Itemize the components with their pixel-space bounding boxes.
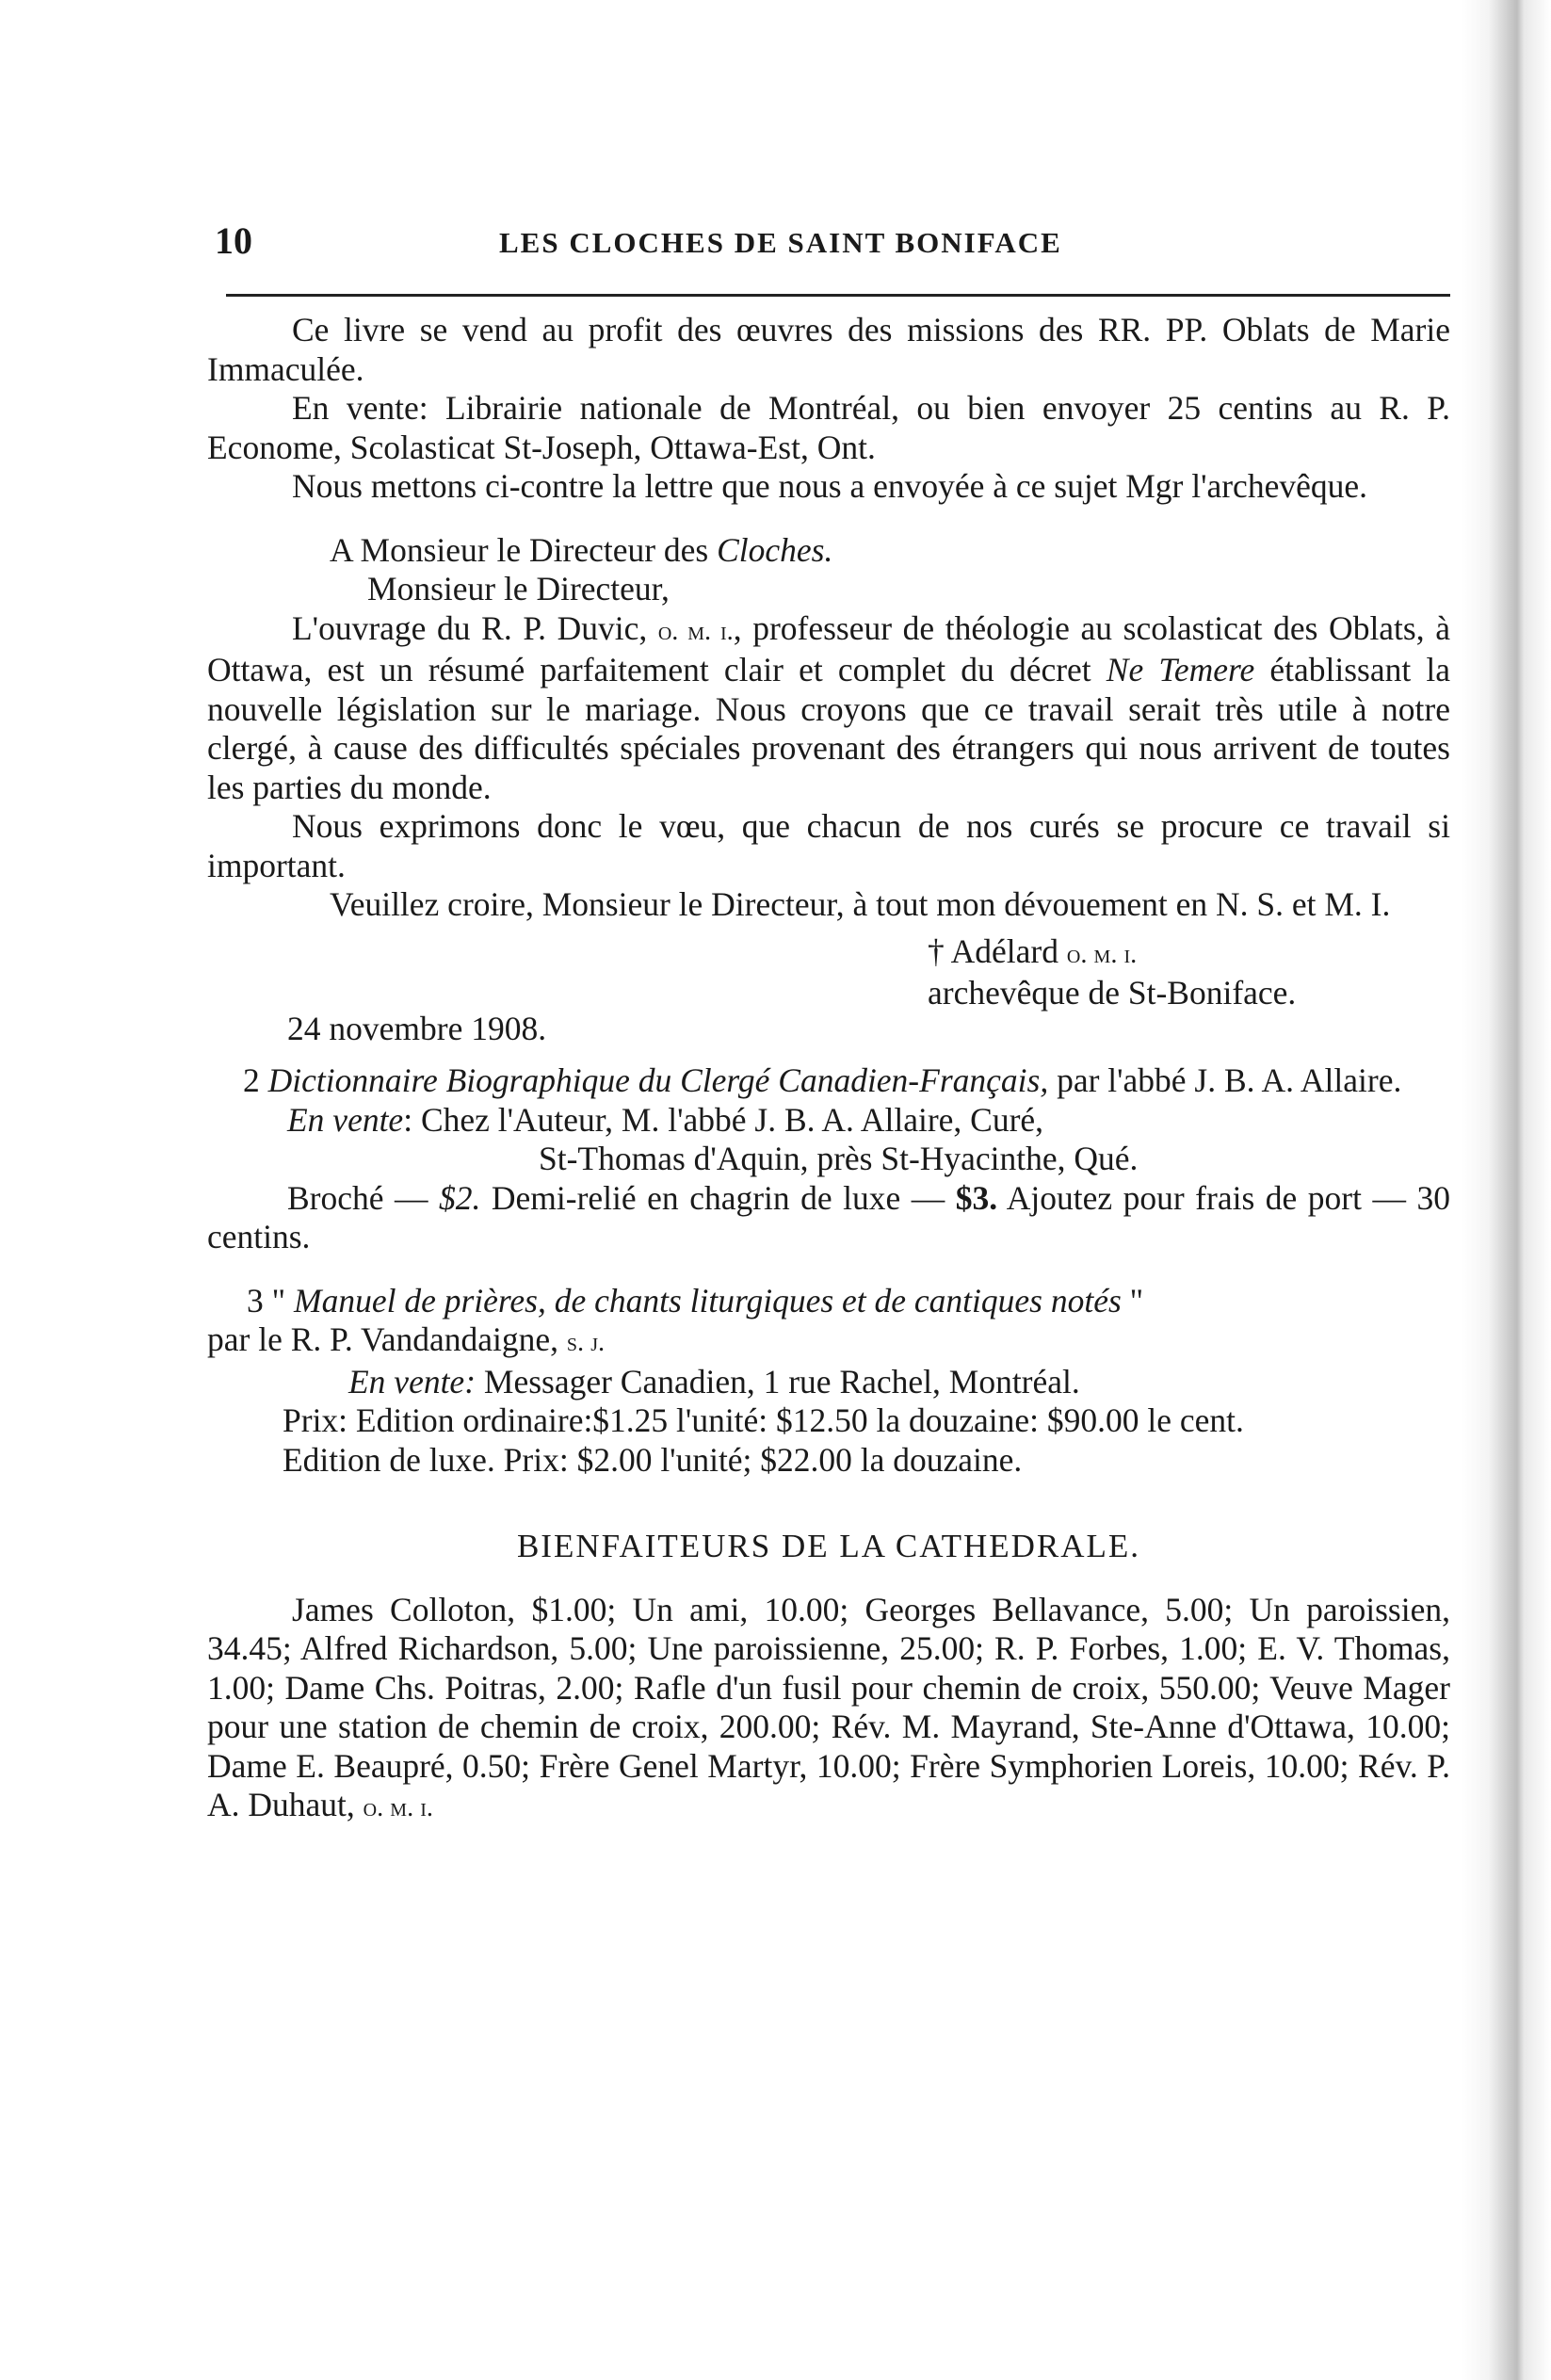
item-3-sale bbox=[207, 1363, 1450, 1402]
item-3-author-sj: s. j. bbox=[566, 1328, 606, 1357]
letter-paragraph-1 bbox=[207, 609, 1450, 808]
letter-p1-mid: , professeur de théologie au scolasticat des Oblats, à Ottawa, est un résumé parfaitement clair et complet du décret bbox=[207, 608, 1450, 688]
letter-date: 24 novembre 1908. bbox=[287, 1009, 547, 1047]
signature-omi: o. m. i. bbox=[1066, 939, 1138, 969]
item-2-number: 2 bbox=[243, 1061, 268, 1099]
letter-address-text: A Monsieur le Directeur des bbox=[330, 530, 718, 569]
item-2-price-c: Ajoutez pour frais de port — 30 centins. bbox=[207, 1178, 1450, 1255]
item-2-price-b: Demi-relié en chagrin de luxe — bbox=[480, 1178, 956, 1217]
item-2-title-rest: par l'abbé J. B. A. Allaire. bbox=[1048, 1061, 1402, 1099]
letter-paragraph-3: Veuillez croire, Monsieur le Directeur, à tout mon dévouement en N. S. et M. I. bbox=[330, 885, 1391, 923]
signature-name-text: † Adélard bbox=[928, 931, 1067, 970]
item-2-sale-line-2: St-Thomas d'Aquin, près St-Hyacinthe, Qué. bbox=[539, 1140, 1139, 1177]
item-2-title bbox=[207, 1061, 1450, 1101]
letter-p1-ne-temere: Ne Temere bbox=[1106, 651, 1255, 688]
letter-address bbox=[207, 531, 1450, 571]
intro-paragraph-3: Nous mettons ci-contre la lettre que nous a envoyée à ce sujet Mgr l'archevêque. bbox=[292, 467, 1367, 505]
item-2-sale bbox=[207, 1101, 1450, 1141]
intro-paragraph-1: Ce livre se vend au profit des œuvres des missions des RR. PP. Oblats de Marie Immaculée. bbox=[207, 311, 1450, 388]
signature-name bbox=[928, 932, 1450, 975]
item-3-sale-text: Messager Canadien, 1 rue Rachel, Montréal. bbox=[476, 1362, 1080, 1400]
running-title: LES CLOCHES DE SAINT BONIFACE bbox=[499, 226, 1062, 259]
item-3-prix-ordinaire: Prix: Edition ordinaire:$1.25 l'unité: $12.50 la douzaine: $90.00 le cent. bbox=[283, 1401, 1244, 1439]
benefactors-heading: BIENFAITEURS DE LA CATHEDRALE. bbox=[516, 1528, 1141, 1564]
item-2-sale-label: En vente bbox=[287, 1100, 404, 1139]
item-2-price bbox=[207, 1179, 1450, 1257]
benefactors-omi: o. m. i. bbox=[363, 1793, 434, 1822]
item-2-sale-text: : Chez l'Auteur, M. l'abbé J. B. A. Allaire, Curé, bbox=[403, 1100, 1044, 1139]
benefactors-text: James Colloton, $1.00; Un ami, 10.00; Georges Bellavance, 5.00; Un paroissien, 34.45; Alfred Richardson, 5.00; Une paroissienne, 25.00; R. P. Forbes, 1.00; E. V. Thomas, 1.00; Dame Chs. Poitras, 2.00; Rafle d'un fusil pour chemin de croix, 550.00; Veuve Mager pour une station de chemin de croix, 200.00; Rév. M. Mayrand, Ste-Anne d'Ottawa, 10.00; Dame E. Beaupré, 0.50; Frère Genel Martyr, 10.00; Frère Symphorien Loreis, 10.00; Rév. P. A. Duhaut, bbox=[207, 1590, 1450, 1823]
item-2-price-a: Broché — bbox=[287, 1178, 440, 1217]
item-3-sale-label: En vente: bbox=[348, 1362, 477, 1400]
letter-p1-omi: o. m. i. bbox=[657, 616, 734, 646]
page-edge-shadow bbox=[1462, 0, 1551, 2380]
letter-signature bbox=[928, 932, 1450, 1013]
letter-p1-before: L'ouvrage du R. P. Duvic, bbox=[292, 608, 658, 647]
signature-title: archevêque de St-Boniface. bbox=[928, 974, 1297, 1012]
benefactors-list bbox=[207, 1591, 1450, 1828]
item-2-price-a-value: $2. bbox=[439, 1178, 481, 1217]
page-header bbox=[215, 219, 1450, 275]
item-3-title-italic: Manuel de prières, de chants liturgiques et de cantiques notés bbox=[294, 1281, 1122, 1320]
intro-paragraph-2: En vente: Librairie nationale de Montréal, ou bien envoyer 25 centins au R. P. Econome, Scolasticat St-Joseph, Ottawa-Est, Ont. bbox=[207, 389, 1450, 466]
page-number: 10 bbox=[215, 219, 252, 262]
item-2-price-b-value: $3. bbox=[955, 1178, 998, 1217]
item-3-author bbox=[207, 1320, 1450, 1363]
item-2-title-italic: Dictionnaire Biographique du Clergé Canadien-Français, bbox=[267, 1061, 1049, 1099]
page-body bbox=[207, 311, 1450, 1828]
item-3-close-quote: " bbox=[1121, 1281, 1144, 1320]
letter-address-cloches: Cloches. bbox=[717, 530, 833, 569]
letter-p1-after: établissant la nouvelle législation sur le mariage. Nous croyons que ce travail serait très utile à notre clergé, à cause des difficultés spéciales provenant des étrangers qui nous arrivent de toutes les parties du monde. bbox=[207, 651, 1450, 806]
header-rule bbox=[226, 294, 1450, 297]
item-3-prix-luxe: Edition de luxe. Prix: $2.00 l'unité; $22.00 la douzaine. bbox=[283, 1440, 1023, 1479]
letter-salutation: Monsieur le Directeur, bbox=[367, 570, 670, 607]
item-3-title bbox=[207, 1282, 1450, 1321]
item-3-number: 3 " bbox=[247, 1281, 294, 1320]
item-3-author-text: par le R. P. Vandandaigne, bbox=[207, 1320, 567, 1358]
letter-paragraph-2: Nous exprimons donc le vœu, que chacun de nos curés se procure ce travail si important. bbox=[207, 807, 1450, 884]
